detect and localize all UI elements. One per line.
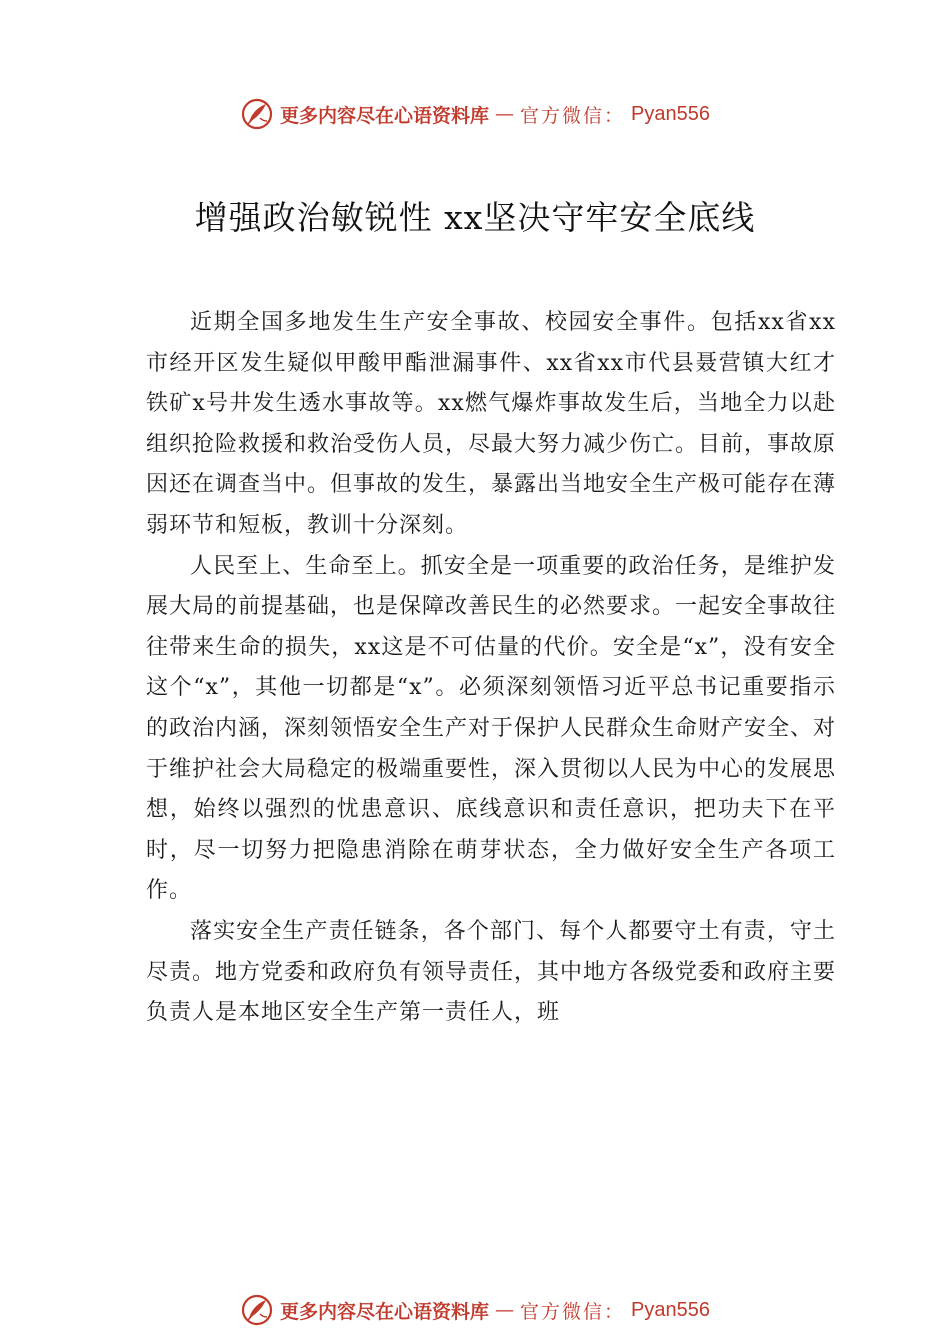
- footer-banner: [0, 1290, 950, 1330]
- document-body: [146, 303, 836, 1034]
- banner-main-text: 更多内容尽在心语资料库: [280, 104, 490, 127]
- banner-wechat-id: Pyan556: [631, 102, 710, 125]
- banner-separator: —: [495, 103, 515, 125]
- banner-main-text: 更多内容尽在心语资料库: [280, 1300, 490, 1323]
- body-paragraph: 近期全国多地发生生产安全事故、校园安全事件。包括xx省xx市经开区发生疑似甲酸甲酯泄漏事件、xx省xx市代县聂营镇大红才铁矿x号井发生透水事故等。xx燃气爆炸事故发生后，当地全力以赴组织抢险救援和救治受伤人员，尽最大努力减少伤亡。目前，事故原因还在调查当中。但事故的发生，暴露出当地安全生产极可能存在薄弱环节和短板，教训十分深刻。: [146, 310, 837, 538]
- feather-pen-logo-icon: [240, 97, 274, 131]
- banner-separator: —: [495, 1299, 515, 1321]
- banner-wechat-label: 官方微信：: [520, 104, 626, 127]
- header-banner: [0, 94, 950, 134]
- feather-pen-logo-icon: [240, 1293, 274, 1327]
- body-paragraph: 落实安全生产责任链条，各个部门、每个人都要守土有责，守土尽责。地方党委和政府负有领导责任，其中地方各级党委和政府主要负责人是本地区安全生产第一责任人，班: [146, 918, 837, 1026]
- banner-wechat-label: 官方微信：: [520, 1300, 626, 1323]
- body-paragraph: 人民至上、生命至上。抓安全是一项重要的政治任务，是维护发展大局的前提基础，也是保障改善民生的必然要求。一起安全事故往往带来生命的损失，xx这是不可估量的代价。安全是“x”，没有安全这个“x”，其他一切都是“x”。必须深刻领悟习近平总书记重要指示的政治内涵，深刻领悟安全生产对于保护人民群众生命财产安全、对于维护社会大局稳定的极端重要性，深入贯彻以人民为中心的发展思想，始终以强烈的忧患意识、底线意识和责任意识，把功夫下在平时，尽一切努力把隐患消除在萌芽状态，全力做好安全生产各项工作。: [146, 553, 837, 904]
- document-title: 增强政治敏锐性 xx坚决守牢安全底线: [194, 198, 756, 237]
- banner-wechat-id: Pyan556: [631, 1298, 710, 1321]
